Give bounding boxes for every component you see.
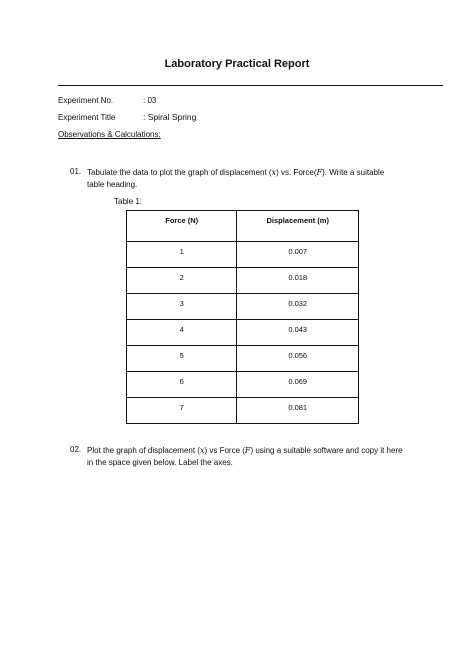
question-1-line1-b: ) vs. Force( (276, 168, 317, 177)
header-displacement: Displacement (m) (237, 211, 359, 242)
experiment-no-label: Experiment No. (58, 96, 114, 105)
question-1-line1-a: Tabulate the data to plot the graph of displacement ( (87, 168, 272, 177)
experiment-title-label: Experiment Title (58, 113, 116, 122)
cell-force: 5 (127, 346, 237, 372)
table-row (127, 242, 359, 268)
question-2-line1-c: ) using a suitable software and copy it here (250, 446, 403, 455)
header-force: Force (N) (127, 211, 237, 242)
table-row (127, 268, 359, 294)
question-2-line2: in the space given below. Label the axes. (87, 458, 233, 467)
question-2-number: 02. (70, 445, 82, 454)
cell-force: 3 (127, 294, 237, 320)
var-f: F (244, 446, 251, 455)
table-row (127, 398, 359, 424)
question-1-text (87, 167, 384, 191)
experiment-title-value: : Spiral Spring (143, 112, 197, 122)
cell-displacement: 0.018 (237, 268, 359, 294)
question-2-line1-b: ) vs Force ( (204, 446, 245, 455)
table-row (127, 294, 359, 320)
cell-displacement: 0.032 (237, 294, 359, 320)
experiment-no-value: : 03 (143, 96, 157, 105)
var-f: F (316, 168, 323, 177)
data-table (126, 210, 359, 424)
question-1-line2: table heading. (87, 180, 138, 189)
table-row (127, 320, 359, 346)
table-header-row (127, 211, 359, 242)
report-title: Laboratory Practical Report (164, 58, 310, 70)
question-2-text (87, 445, 403, 469)
cell-displacement: 0.081 (237, 398, 359, 424)
cell-force: 6 (127, 372, 237, 398)
var-x: x (271, 168, 277, 177)
cell-displacement: 0.043 (237, 320, 359, 346)
cell-force: 4 (127, 320, 237, 346)
var-x: x (199, 446, 205, 455)
cell-displacement: 0.056 (237, 346, 359, 372)
table-row (127, 346, 359, 372)
table-row (127, 372, 359, 398)
cell-force: 1 (127, 242, 237, 268)
title-divider (58, 85, 443, 86)
cell-displacement: 0.069 (237, 372, 359, 398)
observations-heading: Observations & Calculations: (58, 130, 161, 139)
cell-force: 7 (127, 398, 237, 424)
question-1-line1-c: ). Write a suitable (322, 168, 385, 177)
table-caption: Table 1: (114, 197, 143, 206)
question-1-number: 01. (70, 167, 82, 176)
cell-force: 2 (127, 268, 237, 294)
question-2-line1-a: Plot the graph of displacement ( (87, 446, 200, 455)
cell-displacement: 0.007 (237, 242, 359, 268)
